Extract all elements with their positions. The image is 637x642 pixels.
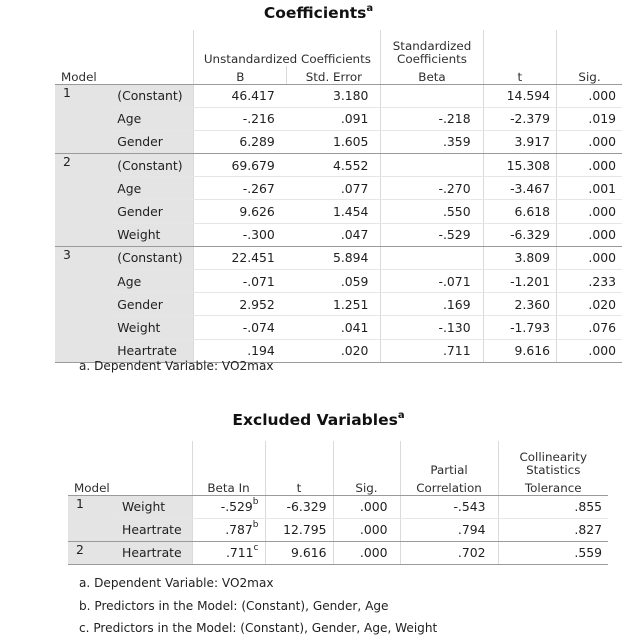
sig-value: .020 (557, 293, 622, 316)
beta-in-value (192, 495, 265, 518)
b-value: -.216 (194, 107, 287, 130)
se-value: 3.180 (287, 84, 381, 107)
predictor-label: Gender (111, 130, 194, 153)
b-value: 69.679 (194, 154, 287, 177)
model-number: 2 (55, 154, 111, 247)
beta-in-footnote: c (253, 543, 259, 554)
predictor-label: Weight (111, 223, 194, 246)
sig-value: .000 (557, 246, 622, 269)
se-value: .077 (287, 177, 381, 200)
beta-value: .711 (381, 339, 483, 362)
b-value: 46.417 (194, 84, 287, 107)
sig-value: .000 (557, 339, 622, 362)
table-row (55, 177, 622, 200)
model-header: Model (55, 66, 194, 84)
t-value: 12.795 (265, 518, 333, 541)
sig-value: .000 (557, 84, 622, 107)
variable-label: Heartrate (116, 541, 192, 564)
sig-header: Sig. (557, 66, 622, 84)
table-row (55, 293, 622, 316)
sig-value: .001 (557, 177, 622, 200)
beta-value (381, 154, 483, 177)
t-value: 14.594 (483, 84, 556, 107)
model-number: 1 (68, 495, 116, 541)
predictor-label: (Constant) (111, 84, 194, 107)
beta-value: .550 (381, 200, 483, 223)
b-value: 9.626 (194, 200, 287, 223)
excluded-title-text: Excluded Variables (232, 411, 398, 430)
table-row (55, 270, 622, 293)
excluded-footnote-b: b. Predictors in the Model: (Constant), Gender, Age (79, 599, 389, 613)
variable-label: Heartrate (116, 518, 192, 541)
predictor-label: Heartrate (111, 339, 194, 362)
table-row (55, 246, 622, 269)
b-value: -.267 (194, 177, 287, 200)
table-row (68, 495, 608, 518)
excluded-variables-table (68, 441, 608, 565)
predictor-label: Age (111, 107, 194, 130)
tolerance-value: .559 (498, 541, 608, 564)
model-header: Model (68, 477, 192, 495)
b-value: .194 (194, 339, 287, 362)
table-row (55, 316, 622, 339)
table-row (55, 200, 622, 223)
partial-correlation-header-top: Partial (400, 441, 498, 477)
excluded-title-sup: a (397, 410, 405, 421)
coefficients-title (0, 4, 637, 22)
sig-header: Sig. (333, 477, 400, 495)
t-header: t (483, 66, 556, 84)
std-error-header: Std. Error (287, 66, 381, 84)
tolerance-header: Tolerance (498, 477, 608, 495)
t-value: -6.329 (265, 495, 333, 518)
beta-value: -.270 (381, 177, 483, 200)
se-value: 4.552 (287, 154, 381, 177)
t-value: 3.917 (483, 130, 556, 153)
predictor-label: Age (111, 177, 194, 200)
table-row (55, 130, 622, 153)
beta-value: -.218 (381, 107, 483, 130)
beta-value: .359 (381, 130, 483, 153)
coll-header-line2: Statistics (526, 463, 581, 477)
table-row (68, 518, 608, 541)
t-value: -2.379 (483, 107, 556, 130)
tolerance-value: .827 (498, 518, 608, 541)
coefficients-footnote-a: a. Dependent Variable: VO2max (79, 359, 274, 373)
t-value: -1.793 (483, 316, 556, 339)
sig-value: .000 (333, 518, 400, 541)
b-value: 22.451 (194, 246, 287, 269)
model-number: 1 (55, 84, 111, 154)
t-value: 3.809 (483, 246, 556, 269)
std-coeff-header-line1: Standardized (392, 39, 472, 53)
beta-in-number: .711 (225, 545, 254, 561)
predictor-label: Gender (111, 293, 194, 316)
beta-value: -.529 (381, 223, 483, 246)
collinearity-statistics-header (498, 441, 608, 477)
beta-in-header: Beta In (192, 477, 265, 495)
table-row (55, 154, 622, 177)
partial-value: .702 (400, 541, 498, 564)
std-coeff-header-line2: Coefficients (397, 52, 467, 66)
beta-in-value (192, 541, 265, 564)
sig-value: .076 (557, 316, 622, 339)
unstandardized-coefficients-header: Unstandardized Coefficients (194, 30, 381, 66)
partial-value: .794 (400, 518, 498, 541)
table-row (68, 541, 608, 564)
beta-value: -.071 (381, 270, 483, 293)
sig-value: .000 (557, 154, 622, 177)
beta-header: Beta (381, 66, 483, 84)
predictor-label: (Constant) (111, 154, 194, 177)
b-value: 6.289 (194, 130, 287, 153)
predictor-label: Gender (111, 200, 194, 223)
t-value: -1.201 (483, 270, 556, 293)
beta-value (381, 84, 483, 107)
t-value: 6.618 (483, 200, 556, 223)
table-row (55, 107, 622, 130)
tolerance-value: .855 (498, 495, 608, 518)
model-number: 3 (55, 246, 111, 362)
beta-in-footnote: b (252, 520, 259, 531)
excluded-variables-title (0, 411, 637, 429)
se-value: 1.251 (287, 293, 381, 316)
t-value: -3.467 (483, 177, 556, 200)
b-value: -.071 (194, 270, 287, 293)
se-value: 1.605 (287, 130, 381, 153)
se-value: 1.454 (287, 200, 381, 223)
t-value: 9.616 (483, 339, 556, 362)
b-value: -.300 (194, 223, 287, 246)
coefficients-title-text: Coefficients (263, 4, 367, 23)
predictor-label: Weight (111, 316, 194, 339)
table-row (55, 223, 622, 246)
model-number: 2 (68, 541, 116, 564)
variable-label: Weight (116, 495, 192, 518)
se-value: .041 (287, 316, 381, 339)
beta-value: .169 (381, 293, 483, 316)
t-value: 2.360 (483, 293, 556, 316)
coefficients-title-sup: a (366, 3, 374, 14)
t-value: -6.329 (483, 223, 556, 246)
se-value: .047 (287, 223, 381, 246)
t-value: 15.308 (483, 154, 556, 177)
table-row (55, 84, 622, 107)
standardized-coefficients-header (381, 30, 483, 66)
beta-in-number: .787 (225, 522, 253, 538)
se-value: .091 (287, 107, 381, 130)
predictor-label: Age (111, 270, 194, 293)
se-value: .020 (287, 339, 381, 362)
coll-header-line1: Collinearity (519, 450, 588, 464)
t-header: t (265, 477, 333, 495)
sig-value: .233 (557, 270, 622, 293)
se-value: 5.894 (287, 246, 381, 269)
sig-value: .000 (557, 200, 622, 223)
sig-value: .019 (557, 107, 622, 130)
sig-value: .000 (333, 495, 400, 518)
partial-value: -.543 (400, 495, 498, 518)
sig-value: .000 (557, 223, 622, 246)
sig-value: .000 (333, 541, 400, 564)
excluded-footnote-a: a. Dependent Variable: VO2max (79, 576, 274, 590)
beta-value: -.130 (381, 316, 483, 339)
se-value: .059 (287, 270, 381, 293)
coefficients-table (55, 30, 622, 363)
beta-in-number: -.529 (220, 499, 253, 515)
t-value: 9.616 (265, 541, 333, 564)
predictor-label: (Constant) (111, 246, 194, 269)
sig-value: .000 (557, 130, 622, 153)
beta-in-footnote: b (252, 497, 259, 508)
excluded-footnote-c: c. Predictors in the Model: (Constant), Gender, Age, Weight (79, 621, 438, 635)
beta-in-value (192, 518, 265, 541)
b-value: 2.952 (194, 293, 287, 316)
b-value: -.074 (194, 316, 287, 339)
beta-value (381, 246, 483, 269)
b-header: B (194, 66, 287, 84)
partial-correlation-header: Correlation (400, 477, 498, 495)
